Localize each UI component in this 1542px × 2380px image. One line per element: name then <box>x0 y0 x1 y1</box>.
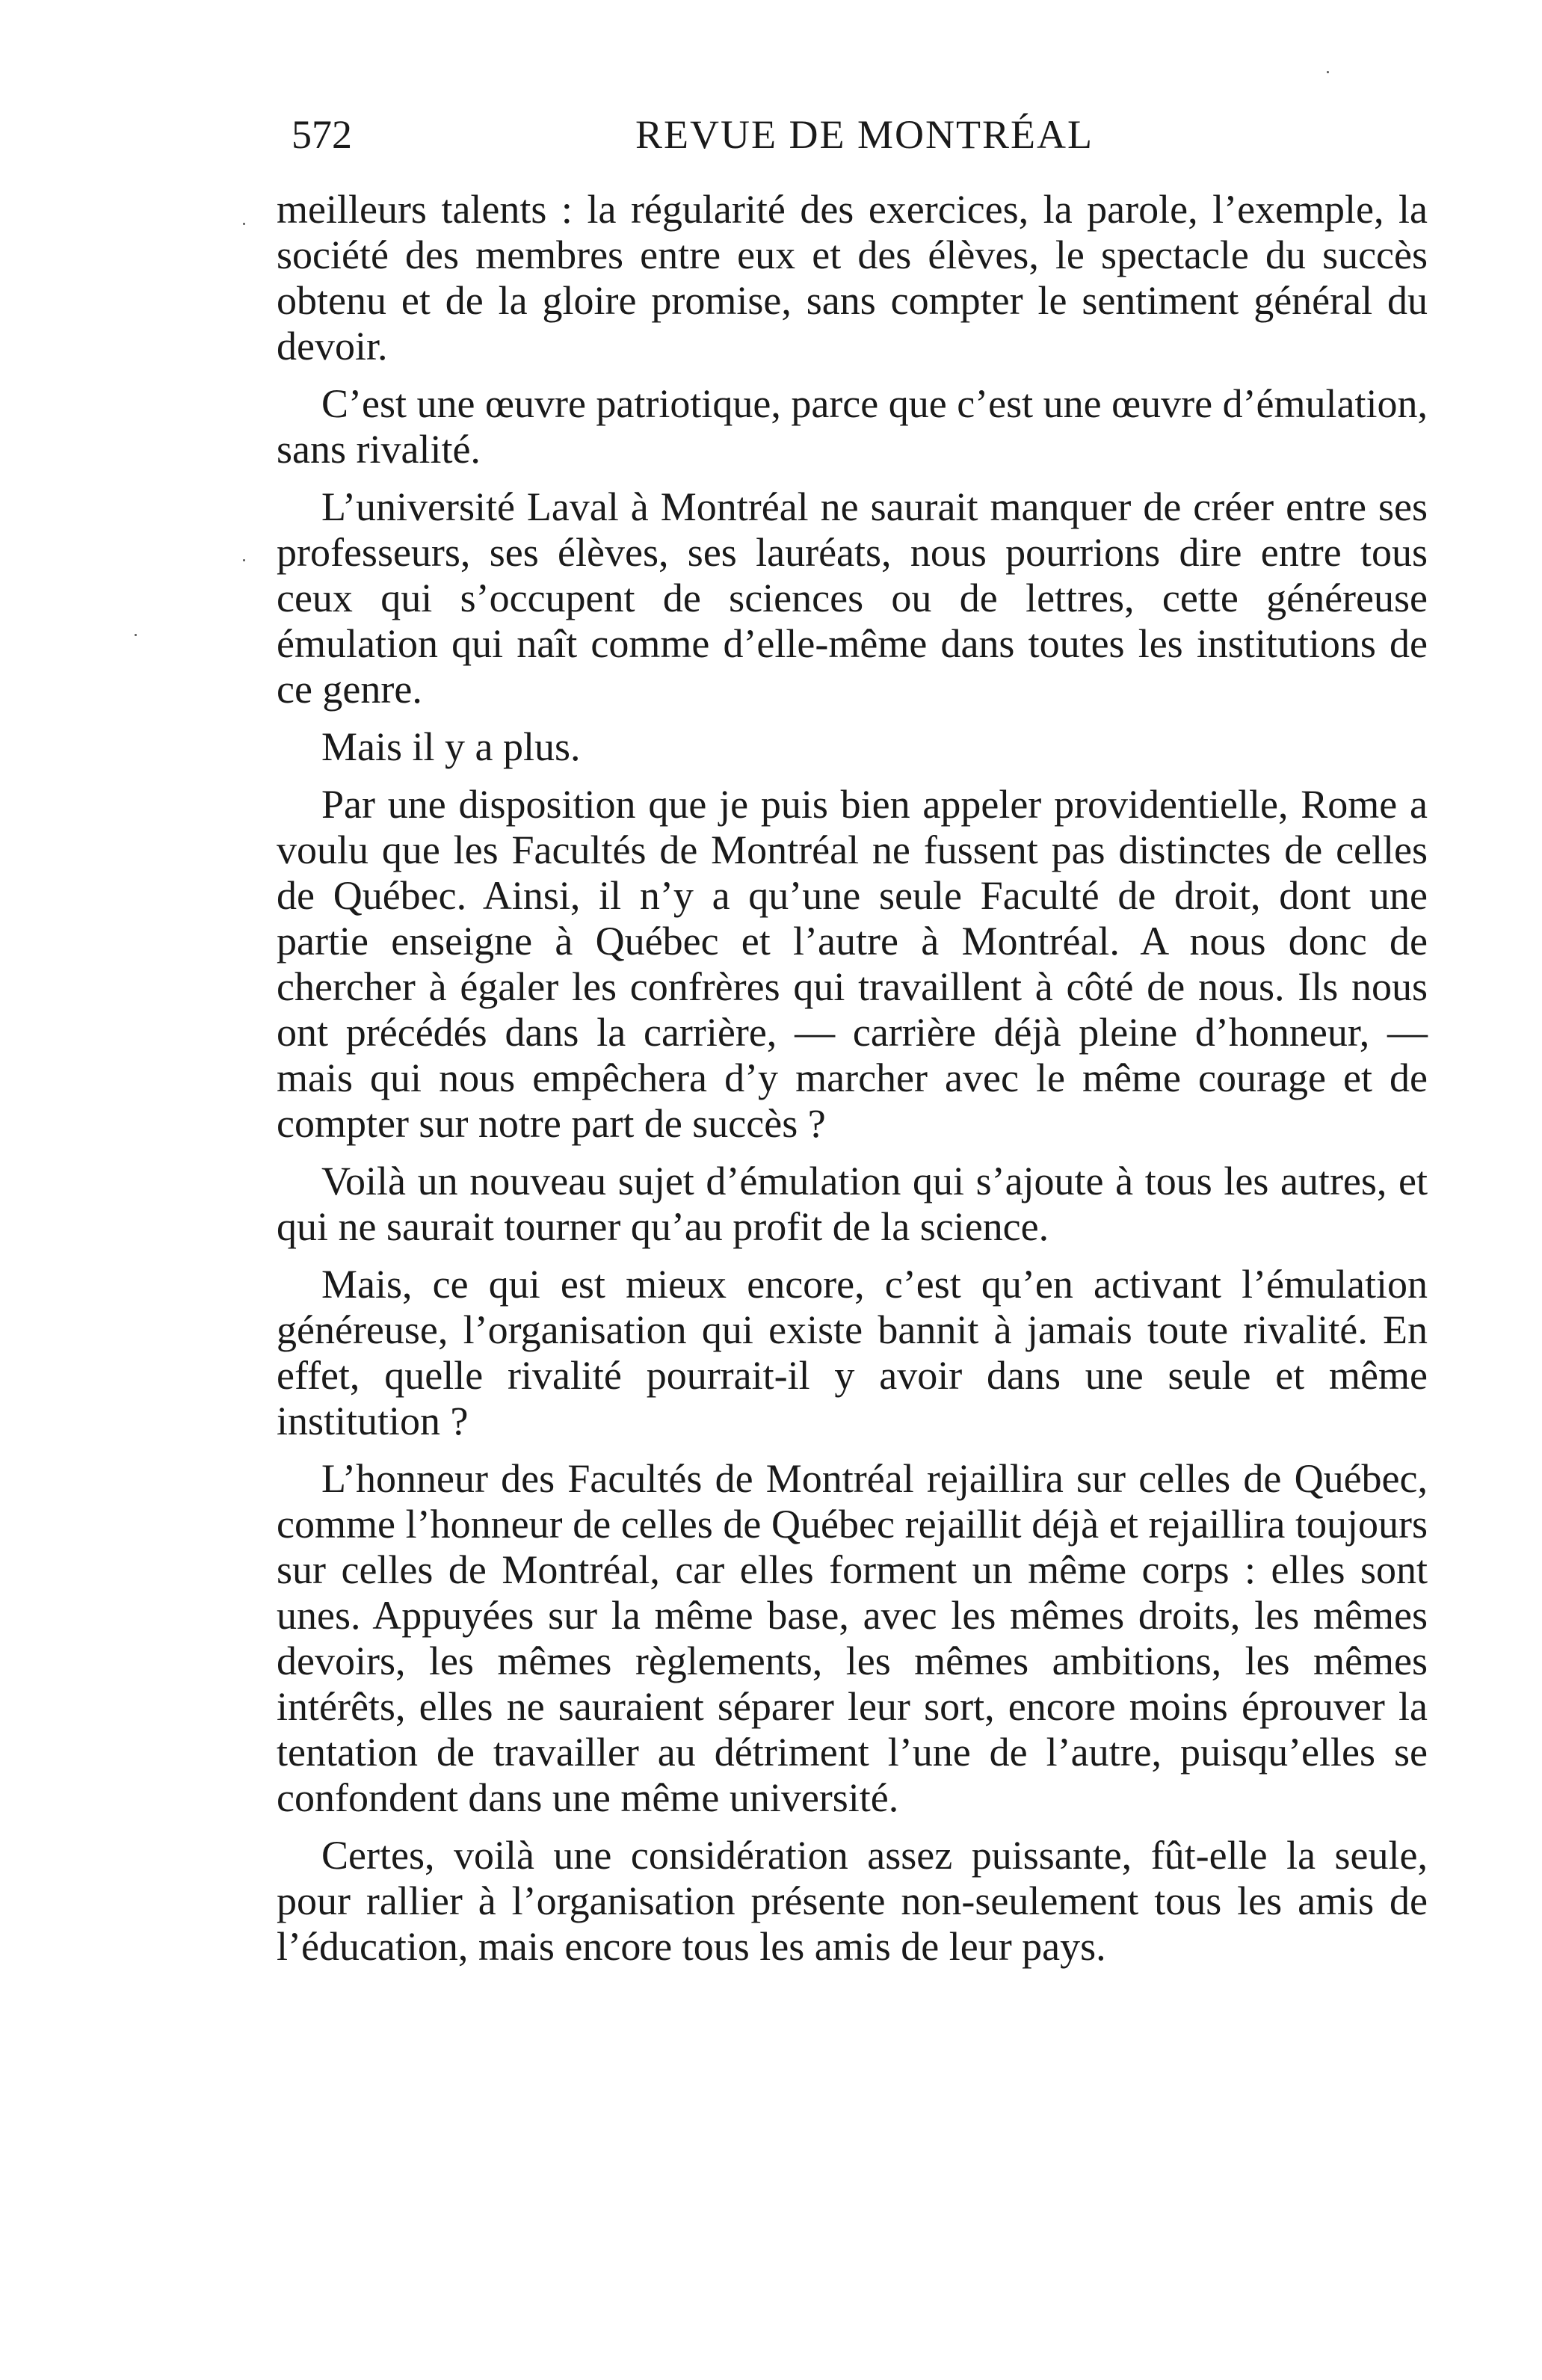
scan-speck <box>135 634 137 636</box>
paragraph-4: Mais il y a plus. <box>321 724 581 769</box>
paragraph-7: Mais, ce qui est mieux encore, c’est qu’en activant l’émulation généreuse, l’organisation qui existe bannit à jamais toute rivalité. En effet, quelle rivalité pourrait-il y avoir dans une seule et même institution ? <box>277 1262 1428 1443</box>
page-number: 572 <box>292 112 352 157</box>
body-text <box>277 187 1428 1982</box>
running-title: REVUE DE MONTRÉAL <box>635 112 1094 157</box>
scan-speck <box>243 559 245 561</box>
paragraph-6: Voilà un nouveau sujet d’émulation qui s’ajoute à tous les autres, et qui ne saurait tourner qu’au profit de la science. <box>277 1159 1428 1249</box>
page-header <box>292 105 1413 164</box>
scan-speck <box>243 223 245 225</box>
paragraph-1: meilleurs talents : la régularité des exercices, la parole, l’exemple, la société des membres entre eux et des élèves, le spectacle du succès obtenu et de la gloire promise, sans compter le sentiment général du devoir. <box>277 187 1428 369</box>
paragraph-8: L’honneur des Facultés de Montréal rejaillira sur celles de Québec, comme l’honneur de celles de Québec rejaillit déjà et rejaillira toujours sur celles de Montréal, car elles forment un même corps : elles sont unes. Appuyées sur la même base, avec les mêmes droits, les mêmes devoirs, les mêmes règlements, les mêmes ambitions, les mêmes intérêts, elles ne sauraient séparer leur sort, encore moins éprouver la tentation de travailler au détriment l’une de l’autre, puisqu’elles se confondent dans une même université. <box>277 1456 1428 1820</box>
paragraph-9: Certes, voilà une considération assez puissante, fût-elle la seule, pour rallier à l’organisation présente non-seulement tous les amis de l’éducation, mais encore tous les amis de leur pays. <box>277 1833 1428 1969</box>
scan-speck <box>1327 71 1329 73</box>
paragraph-2: C’est une œuvre patriotique, parce que c’est une œuvre d’émulation, sans rivalité. <box>277 381 1428 472</box>
paragraph-5: Par une disposition que je puis bien appeler providentielle, Rome a voulu que les Facultés de Montréal ne fussent pas distinctes de celles de Québec. Ainsi, il n’y a qu’une seule Faculté de droit, dont une partie enseigne à Québec et l’autre à Montréal. A nous donc de chercher à égaler les confrères qui travaillent à côté de nous. Ils nous ont précédés dans la carrière, — carrière déjà pleine d’honneur, — mais qui nous empêchera d’y marcher avec le même courage et de compter sur notre part de succès ? <box>277 782 1428 1146</box>
paragraph-3: L’université Laval à Montréal ne saurait manquer de créer entre ses professeurs, ses élèves, ses lauréats, nous pourrions dire entre tous ceux qui s’occupent de sciences ou de lettres, cette généreuse émulation qui naît comme d’elle-même dans toutes les institutions de ce genre. <box>277 484 1428 712</box>
